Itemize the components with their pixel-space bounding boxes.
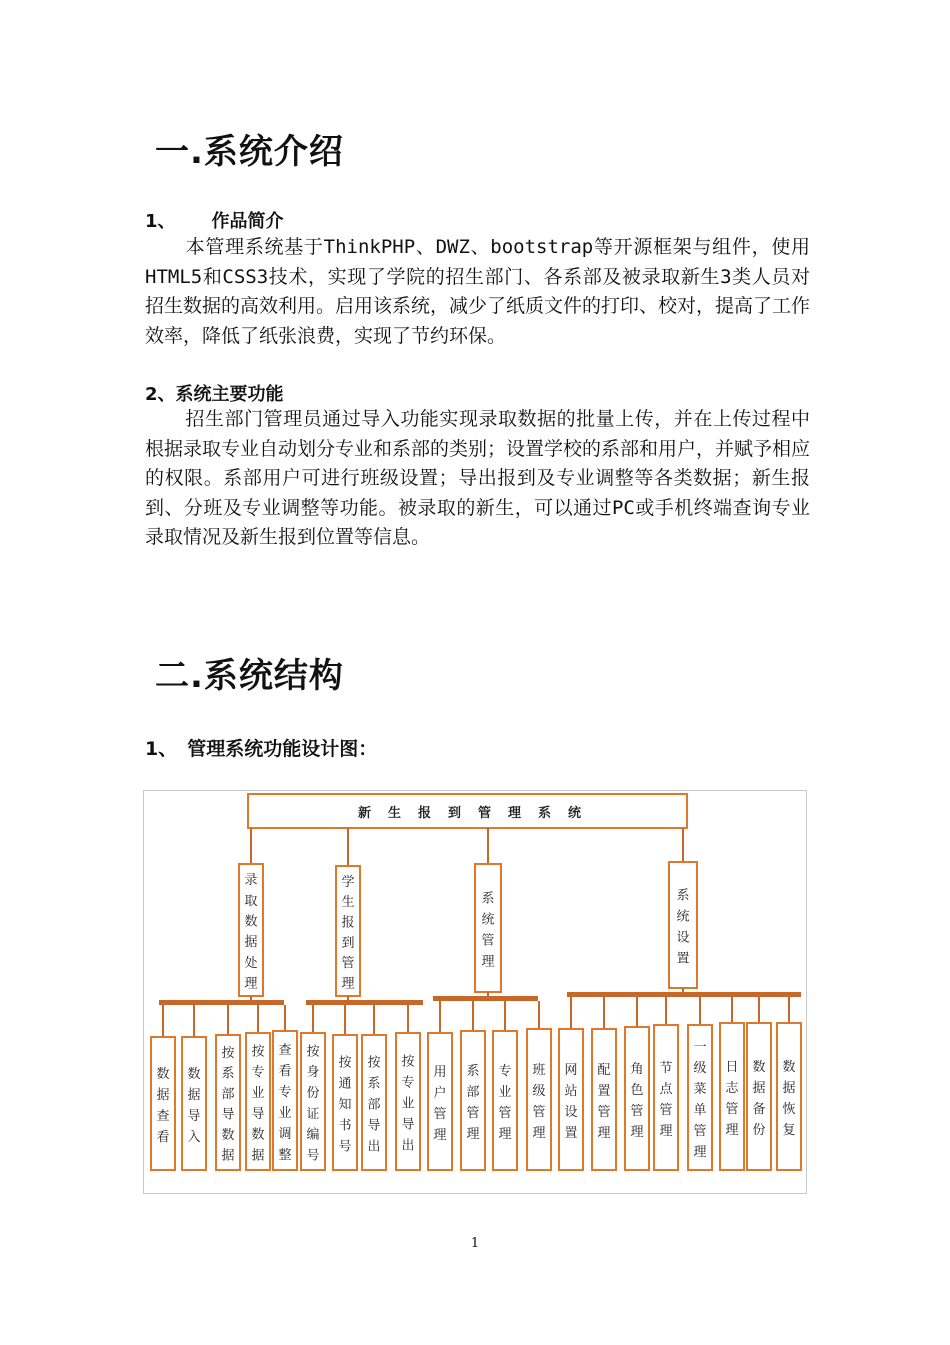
child-label: 节点管理 [659,1060,673,1139]
child-label: 按身份证编号 [306,1044,320,1164]
child-label: 一级菜单管理 [693,1039,707,1160]
child-box [777,1023,801,1170]
subheading-work-summary [145,207,284,233]
paragraph-main-functions [145,405,810,553]
subheading-main-functions [145,380,284,406]
child-box [559,1029,583,1170]
subheading-title: 作品简介 [211,211,284,232]
child-box [182,1037,206,1170]
section-heading-intro: 一.系统介绍 [155,132,344,172]
subheading-design-diagram [145,734,377,761]
child-label: 网站设置 [564,1062,578,1141]
child-box [493,1031,517,1170]
section-heading-structure: 二.系统结构 [155,656,344,696]
child-box [151,1037,175,1170]
child-label: 角色管理 [630,1061,644,1140]
subheading-number: 1、 [145,738,178,760]
child-label: 数据恢复 [782,1059,796,1138]
child-box [461,1031,485,1170]
group-bar [433,996,538,1001]
group-box [669,862,697,988]
child-box [720,1023,744,1170]
subheading-title: 系统主要功能 [175,384,284,405]
child-label: 用户管理 [433,1064,447,1143]
function-design-diagram [143,790,807,1194]
group-bar [306,1000,423,1005]
child-label: 专业管理 [498,1063,512,1142]
group-bar [159,1000,284,1005]
child-label: 按通知书号 [338,1055,352,1155]
child-box [592,1029,616,1170]
group-label: 系统设置 [676,888,690,967]
subheading-number: 2、 [145,384,176,405]
child-box [747,1023,771,1170]
paragraph-text: 招生部门管理员通过导入功能实现录取数据的批量上传，并在上传过程中根据录取专业自动划分专业和系部的类别；设置学校的系部和用户，并赋予相应的权限。系部用户可进行班级设置；导出报到及专业调整等各类数据；新生报到、分班及专业调整等功能。被录取的新生，可以通过PC或手机终端查询专业录取情况及新生报到位置等信息。 [145,408,811,549]
child-label: 按专业导数据 [251,1044,265,1164]
child-label: 系部管理 [466,1063,480,1142]
root-title: 新生报到管理系统 [358,806,599,821]
child-label: 按系部导数据 [221,1046,235,1164]
group-label: 系统管理 [481,891,495,970]
child-box [428,1033,452,1170]
child-label: 按专业导出 [401,1054,415,1154]
child-label: 数据导入 [187,1066,201,1145]
child-label: 按系部导出 [367,1055,381,1155]
child-label: 配置管理 [597,1062,611,1141]
paragraph-text: 本管理系统基于ThinkPHP、DWZ、bootstrap等开源框架与组件，使用HTML5和CSS3技术，实现了学院的招生部门、各系部及被录取新生3类人员对招生数据的高效利用。启用该系统，减少了纸质文件的打印、校对，提高了工作效率，降低了纸张浪费，实现了节约环保。 [145,236,811,347]
subheading-number: 1、 [145,211,176,232]
group-label: 学生报到管理 [341,874,355,992]
child-label: 数据备份 [752,1059,766,1138]
child-box [527,1029,551,1170]
child-label: 日志管理 [725,1059,739,1138]
page-number: 1 [470,1236,480,1251]
child-label: 班级管理 [532,1062,546,1141]
paragraph-work-summary [145,233,810,351]
group-label: 录取数据处理 [244,873,258,992]
child-label: 查看专业调整 [278,1042,292,1163]
child-label: 数据查看 [156,1066,170,1145]
group-box [475,864,501,992]
child-box [654,1025,678,1170]
group-bar [567,992,801,997]
subheading-title: 管理系统功能设计图： [187,738,378,760]
child-box [625,1027,649,1170]
